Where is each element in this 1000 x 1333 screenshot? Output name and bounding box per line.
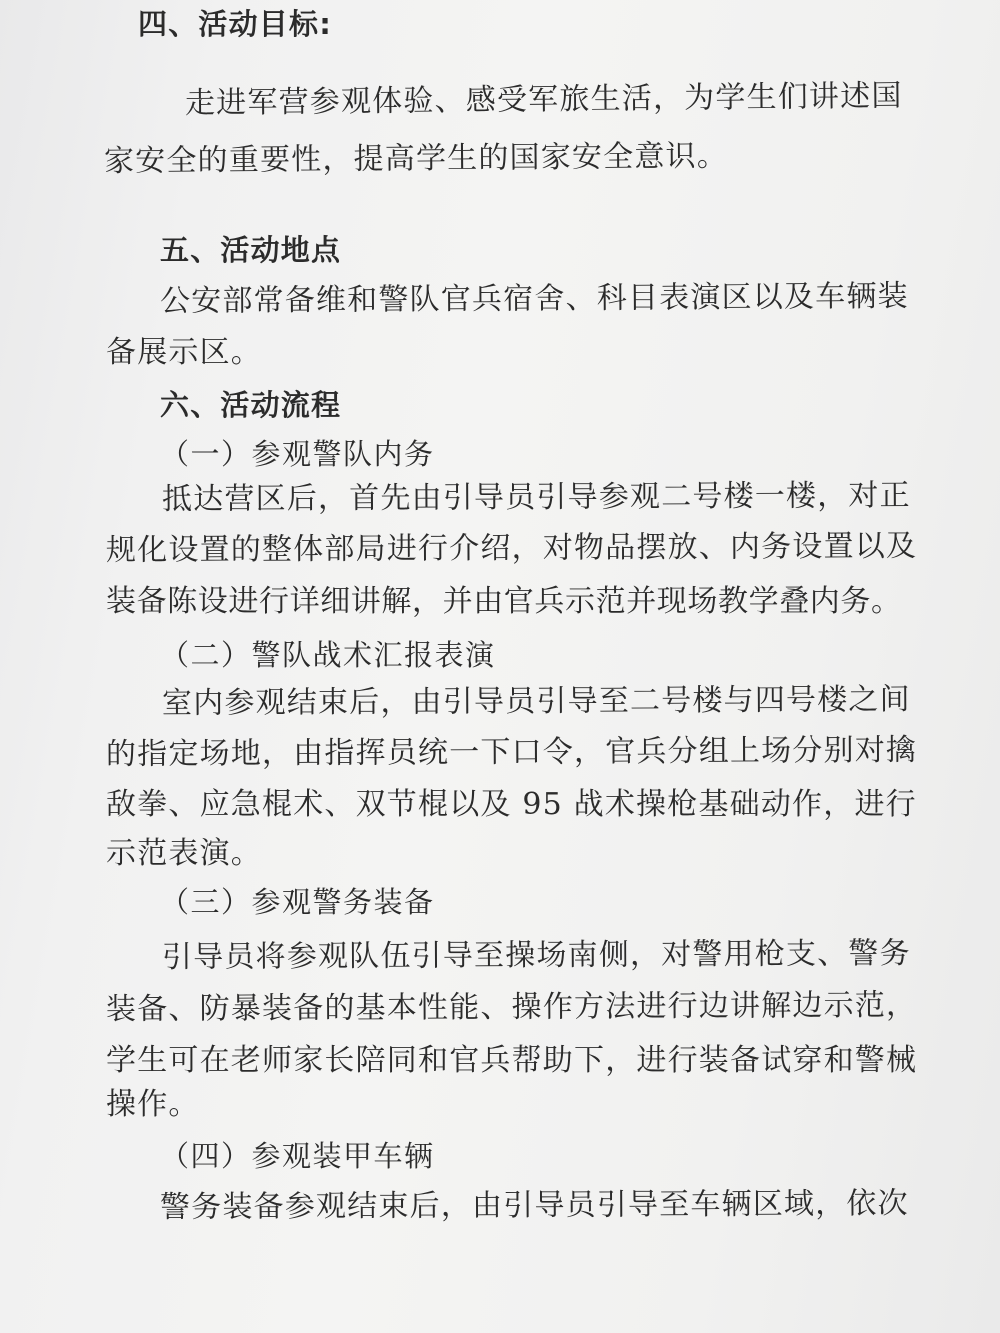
section-heading-location: 五、活动地点 (160, 233, 342, 267)
goals-line-1: 走进军营参观体验、感受军旅生活，为学生们讲述国 (184, 78, 903, 121)
subsection-4-line-1: 警务装备参观结束后，由引导员引导至车辆区域，依次 (159, 1186, 909, 1225)
subsection-title-1: （一）参观警队内务 (160, 437, 435, 471)
subsection-2-line-1: 室内参观结束后，由引导员引导至二号楼与四号楼之间 (161, 682, 911, 721)
section-heading-goals: 四、活动目标: (138, 7, 332, 41)
subsection-3-line-1: 引导员将参观队伍引导至操场南侧，对警用枪支、警务 (161, 936, 911, 975)
subsection-3-line-4: 操作。 (106, 1087, 200, 1122)
goals-line-2: 家安全的重要性，提高学生的国家安全意识。 (103, 138, 729, 179)
subsection-3-line-3: 学生可在老师家长陪同和官兵帮助下，进行装备试穿和警械 (106, 1043, 918, 1078)
subsection-title-2: （二）警队战术汇报表演 (160, 638, 496, 672)
subsection-1-line-2: 规化设置的整体部局进行介绍，对物品摆放、内务设置以及 (105, 528, 918, 568)
subsection-title-4: （四）参观装甲车辆 (160, 1139, 435, 1173)
subsection-2-line-3: 敌拳、应急棍术、双节棍以及 95 战术操枪基础动作，进行 (106, 787, 917, 822)
subsection-2-line-4: 示范表演。 (106, 836, 262, 871)
subsection-3-line-2: 装备、防暴装备的基本性能、操作方法进行边讲解边示范， (105, 987, 918, 1027)
subsection-1-line-1: 抵达营区后，首先由引导员引导参观二号楼一楼，对正 (161, 478, 911, 517)
location-line-2: 备展示区。 (106, 335, 262, 370)
subsection-2-line-2: 的指定场地，由指挥员统一下口令，官兵分组上场分别对擒 (105, 732, 918, 772)
section-heading-process: 六、活动流程 (160, 388, 342, 422)
subsection-1-line-3: 装备陈设进行详细讲解，并由官兵示范并现场教学叠内务。 (106, 584, 902, 619)
location-line-1: 公安部常备维和警队官兵宿舍、科目表演区以及车辆装 (159, 278, 909, 319)
subsection-title-3: （三）参观警务装备 (160, 885, 435, 919)
